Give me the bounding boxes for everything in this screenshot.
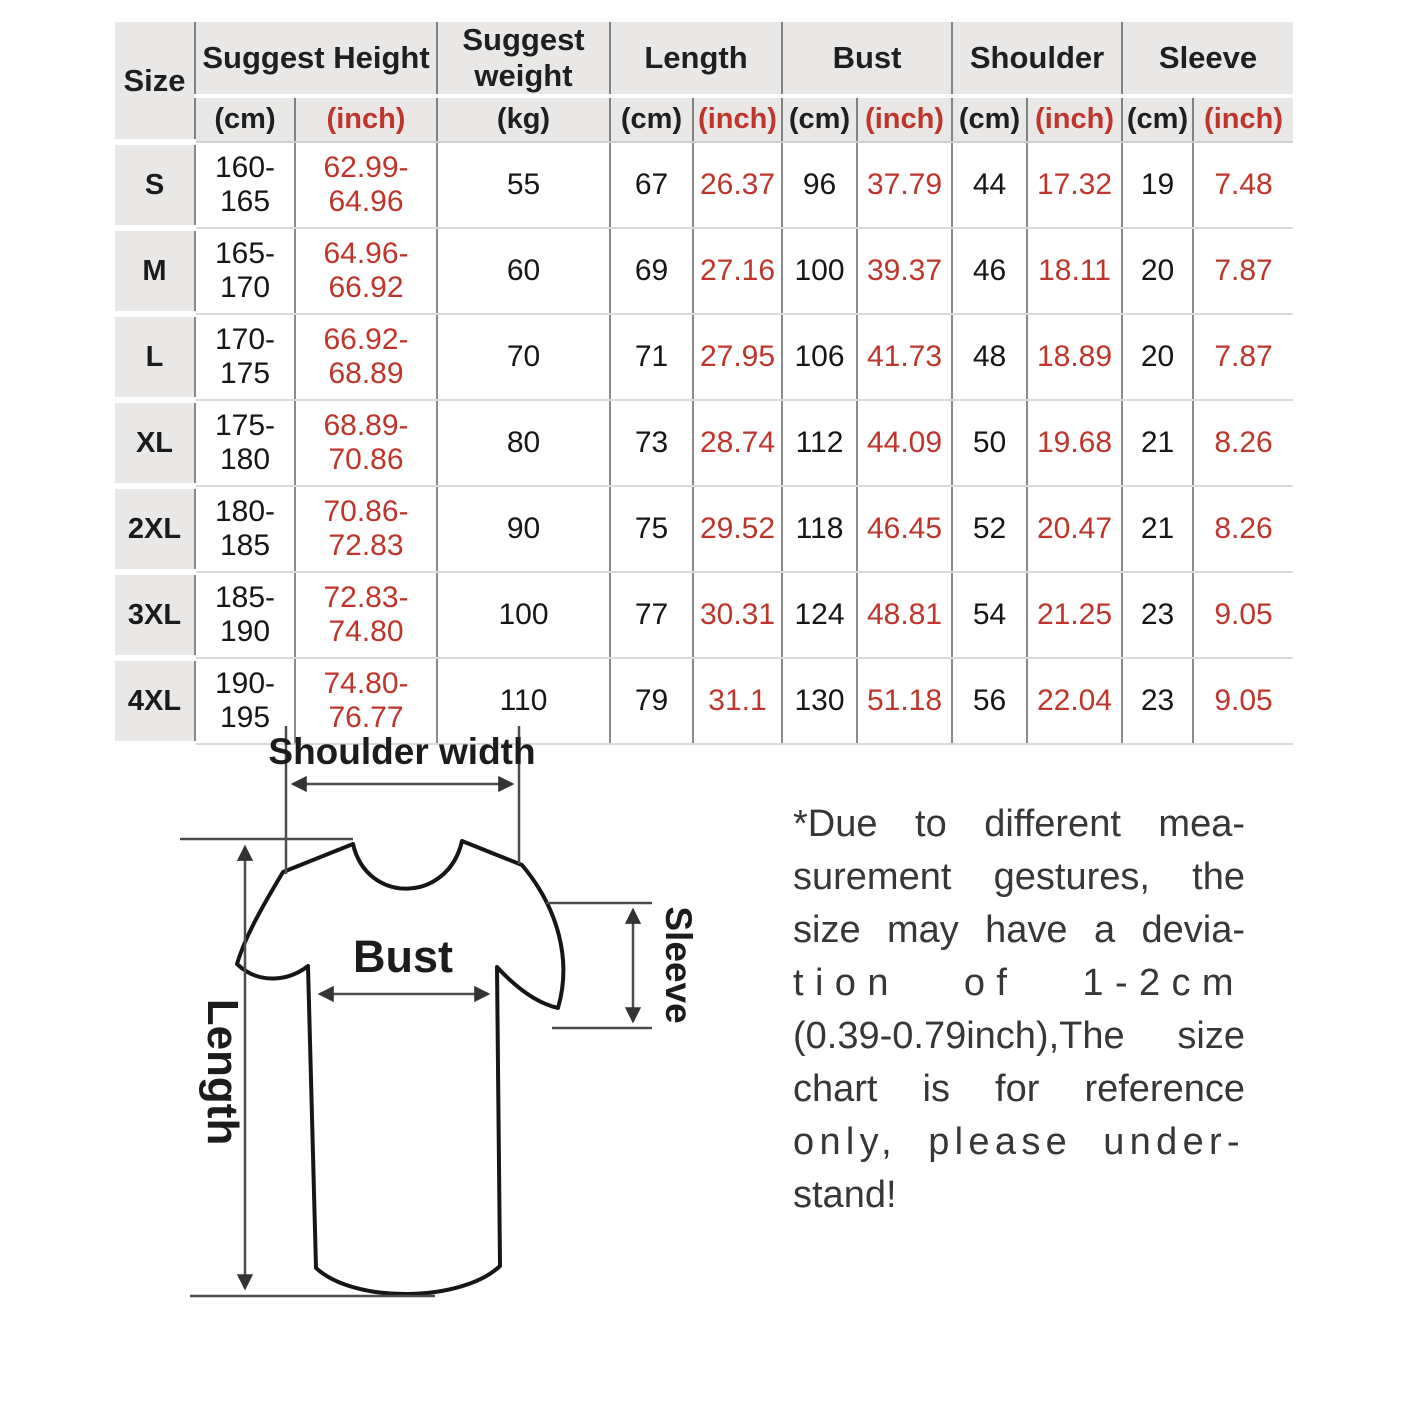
unit-header: (inch) — [1027, 96, 1122, 142]
cell-bust-cm: 96 — [782, 142, 857, 228]
unit-header: (cm) — [195, 96, 295, 142]
cell-height-inch: 72.83-74.80 — [295, 572, 437, 658]
note-line: chart is for reference — [793, 1068, 1245, 1110]
unit-header: (inch) — [1193, 96, 1293, 142]
cell-shoulder-cm: 48 — [952, 314, 1027, 400]
cell-length-cm: 67 — [610, 142, 693, 228]
column-header-length: Length — [610, 22, 782, 96]
cell-length-cm: 69 — [610, 228, 693, 314]
cell-sleeve-inch: 9.05 — [1193, 572, 1293, 658]
column-header-size: Size — [115, 22, 195, 142]
table-row — [115, 142, 1293, 228]
cell-size: M — [115, 228, 195, 314]
cell-height-inch: 74.80-76.77 — [295, 658, 437, 744]
cell-shoulder-cm: 44 — [952, 142, 1027, 228]
size-chart-table-wrap — [115, 22, 1293, 747]
cell-sleeve-inch: 8.26 — [1193, 486, 1293, 572]
table-row — [115, 228, 1293, 314]
cell-sleeve-inch: 9.05 — [1193, 658, 1293, 744]
cell-sleeve-cm: 20 — [1122, 228, 1193, 314]
cell-length-inch: 30.31 — [693, 572, 782, 658]
cell-shoulder-inch: 22.04 — [1027, 658, 1122, 744]
cell-length-inch: 26.37 — [693, 142, 782, 228]
cell-sleeve-inch: 7.48 — [1193, 142, 1293, 228]
group-header-row — [115, 22, 1293, 96]
table-row — [115, 486, 1293, 572]
cell-shoulder-cm: 54 — [952, 572, 1027, 658]
unit-header: (cm) — [782, 96, 857, 142]
cell-height-cm: 180-185 — [195, 486, 295, 572]
cell-weight-kg: 110 — [437, 658, 610, 744]
cell-bust-inch: 48.81 — [857, 572, 952, 658]
tshirt-measurement-diagram — [150, 712, 750, 1342]
cell-size: S — [115, 142, 195, 228]
cell-shoulder-inch: 20.47 — [1027, 486, 1122, 572]
cell-shoulder-inch: 18.11 — [1027, 228, 1122, 314]
cell-sleeve-inch: 7.87 — [1193, 228, 1293, 314]
cell-bust-inch: 46.45 — [857, 486, 952, 572]
label-length: Length — [198, 998, 247, 1146]
cell-sleeve-cm: 21 — [1122, 486, 1193, 572]
note-line: surement gestures, the — [793, 856, 1245, 898]
cell-weight-kg: 80 — [437, 400, 610, 486]
cell-height-inch: 70.86-72.83 — [295, 486, 437, 572]
cell-shoulder-cm: 50 — [952, 400, 1027, 486]
note-line: stand! — [793, 1174, 897, 1216]
cell-height-cm: 185-190 — [195, 572, 295, 658]
cell-length-cm: 77 — [610, 572, 693, 658]
cell-height-cm: 160-165 — [195, 142, 295, 228]
cell-weight-kg: 60 — [437, 228, 610, 314]
cell-bust-cm: 118 — [782, 486, 857, 572]
cell-sleeve-inch: 7.87 — [1193, 314, 1293, 400]
cell-shoulder-inch: 18.89 — [1027, 314, 1122, 400]
table-body — [115, 142, 1293, 744]
cell-shoulder-cm: 56 — [952, 658, 1027, 744]
column-header-suggest-weight: Suggest weight — [437, 22, 610, 96]
cell-bust-cm: 130 — [782, 658, 857, 744]
unit-header: (inch) — [857, 96, 952, 142]
cell-length-inch: 28.74 — [693, 400, 782, 486]
cell-size: 4XL — [115, 658, 195, 744]
cell-weight-kg: 100 — [437, 572, 610, 658]
table-row — [115, 572, 1293, 658]
cell-length-inch: 27.16 — [693, 228, 782, 314]
measurement-note — [793, 798, 1245, 1222]
size-chart-table — [115, 22, 1293, 747]
cell-sleeve-cm: 23 — [1122, 658, 1193, 744]
tshirt-outline — [237, 841, 563, 1294]
note-line: tion of 1-2cm — [793, 962, 1245, 1004]
unit-header-row — [115, 96, 1293, 142]
label-bust: Bust — [353, 931, 453, 982]
cell-bust-inch: 41.73 — [857, 314, 952, 400]
cell-sleeve-cm: 21 — [1122, 400, 1193, 486]
note-line: *Due to different mea- — [793, 803, 1245, 845]
cell-bust-inch: 44.09 — [857, 400, 952, 486]
cell-length-inch: 29.52 — [693, 486, 782, 572]
cell-size: 3XL — [115, 572, 195, 658]
cell-bust-inch: 39.37 — [857, 228, 952, 314]
cell-sleeve-inch: 8.26 — [1193, 400, 1293, 486]
cell-shoulder-inch: 19.68 — [1027, 400, 1122, 486]
unit-header: (cm) — [610, 96, 693, 142]
cell-length-inch: 31.1 — [693, 658, 782, 744]
cell-weight-kg: 70 — [437, 314, 610, 400]
unit-header: (kg) — [437, 96, 610, 142]
cell-length-cm: 71 — [610, 314, 693, 400]
cell-length-cm: 75 — [610, 486, 693, 572]
note-line: size may have a devia- — [793, 909, 1245, 951]
label-shoulder-width: Shoulder width — [268, 731, 536, 772]
note-line: only, please under- — [793, 1121, 1245, 1163]
cell-shoulder-inch: 21.25 — [1027, 572, 1122, 658]
cell-height-cm: 190-195 — [195, 658, 295, 744]
unit-header: (cm) — [952, 96, 1027, 142]
table-row — [115, 400, 1293, 486]
cell-bust-inch: 51.18 — [857, 658, 952, 744]
unit-header: (inch) — [295, 96, 437, 142]
column-header-shoulder: Shoulder — [952, 22, 1122, 96]
cell-height-inch: 62.99-64.96 — [295, 142, 437, 228]
cell-sleeve-cm: 19 — [1122, 142, 1193, 228]
cell-height-cm: 170-175 — [195, 314, 295, 400]
cell-size: XL — [115, 400, 195, 486]
cell-size: 2XL — [115, 486, 195, 572]
cell-weight-kg: 90 — [437, 486, 610, 572]
label-sleeve: Sleeve — [658, 906, 699, 1024]
cell-length-inch: 27.95 — [693, 314, 782, 400]
cell-bust-cm: 106 — [782, 314, 857, 400]
cell-sleeve-cm: 23 — [1122, 572, 1193, 658]
cell-height-inch: 66.92-68.89 — [295, 314, 437, 400]
column-header-bust: Bust — [782, 22, 952, 96]
cell-shoulder-cm: 52 — [952, 486, 1027, 572]
cell-shoulder-inch: 17.32 — [1027, 142, 1122, 228]
cell-height-inch: 68.89-70.86 — [295, 400, 437, 486]
cell-height-inch: 64.96-66.92 — [295, 228, 437, 314]
note-line: (0.39-0.79inch),The size — [793, 1015, 1245, 1057]
cell-height-cm: 165-170 — [195, 228, 295, 314]
cell-length-cm: 73 — [610, 400, 693, 486]
unit-header: (cm) — [1122, 96, 1193, 142]
cell-bust-inch: 37.79 — [857, 142, 952, 228]
cell-bust-cm: 124 — [782, 572, 857, 658]
cell-shoulder-cm: 46 — [952, 228, 1027, 314]
cell-bust-cm: 112 — [782, 400, 857, 486]
cell-weight-kg: 55 — [437, 142, 610, 228]
table-header — [115, 22, 1293, 142]
table-row — [115, 314, 1293, 400]
cell-sleeve-cm: 20 — [1122, 314, 1193, 400]
column-header-suggest-height: Suggest Height — [195, 22, 437, 96]
cell-height-cm: 175-180 — [195, 400, 295, 486]
cell-size: L — [115, 314, 195, 400]
cell-bust-cm: 100 — [782, 228, 857, 314]
unit-header: (inch) — [693, 96, 782, 142]
column-header-sleeve: Sleeve — [1122, 22, 1293, 96]
cell-length-cm: 79 — [610, 658, 693, 744]
